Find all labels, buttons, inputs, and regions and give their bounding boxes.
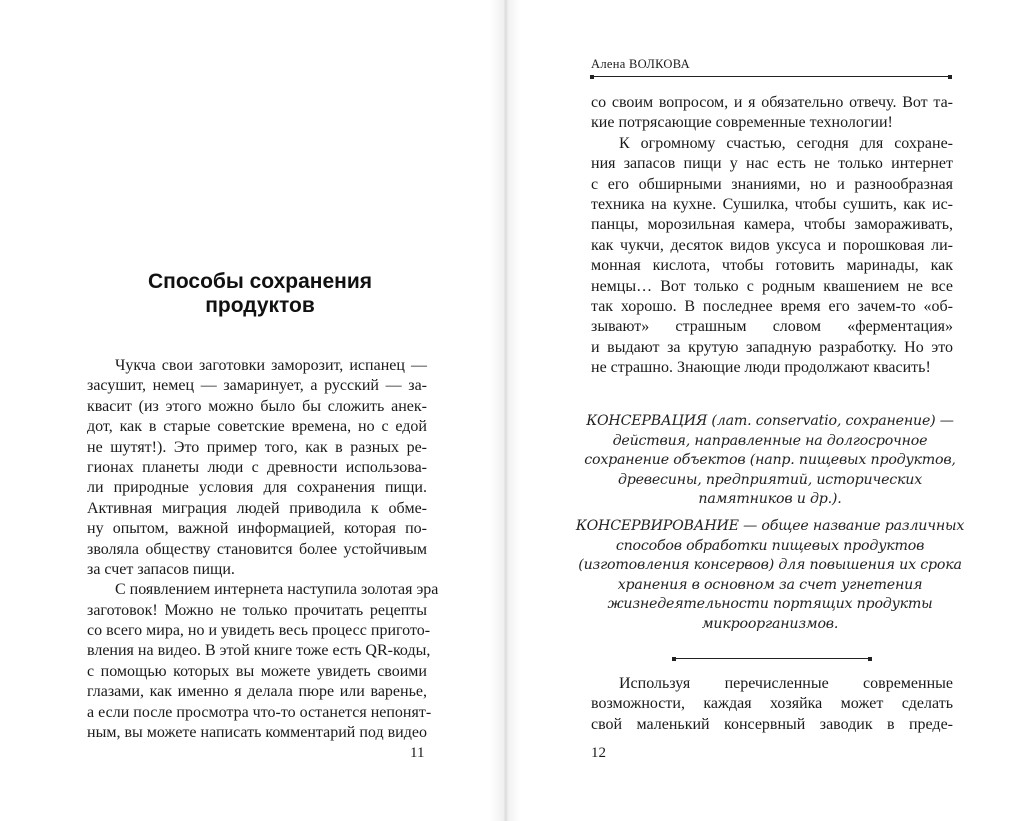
text-line: так хорошо. В последнее время его зачем-то «об-: [591, 297, 953, 315]
text-line: засушит, немец — замаринует, а русский — за-: [87, 377, 427, 395]
text-line: свой маленький консервный заводик в преде-: [591, 715, 953, 733]
page-number-right: 12: [591, 745, 606, 761]
text-line: С появлением интернета наступила золотая эра: [115, 581, 439, 599]
text-line: заготовок! Можно не только прочитать рецепты: [87, 601, 427, 619]
header-rule: [591, 76, 951, 77]
text-line: и выдают за крутую западную разработку. Но это: [591, 338, 953, 356]
text-line: зывают» страшным словом «ферментация»: [591, 318, 953, 336]
text-line: а если после просмотра что-то останется непонят-: [87, 703, 432, 721]
section-divider: [673, 658, 871, 659]
definition-konservatsiya: КОНСЕРВАЦИЯ (лат. conservatio, сохранение) — действия, направленные на долгосрочное сохранение объектов (напр. пищевых продуктов, древесины, предприятий, исторических памятников и др.).: [584, 413, 956, 508]
text-line: с его обширными знаниями, но и разнообразная: [591, 175, 953, 193]
text-line: гионах планеты люди с древности использова-: [87, 458, 427, 476]
text-line: Активная миграция людей приводила к обме-: [87, 499, 427, 517]
text-line: глазами, как именно я делала пюре или варенье,: [87, 683, 427, 701]
right-body-text: [591, 93, 953, 378]
text-line: как чукчи, десяток видов уксуса и порошковая ли-: [591, 236, 953, 254]
text-line: не страшно. Знающие люди продолжают квасить!: [591, 359, 931, 377]
definitions-box: [575, 412, 965, 642]
text-line: со всего мира, но и увидеть весь процесс пригото-: [87, 622, 431, 640]
text-line: ли природные условия для сохранения пищи.: [87, 479, 427, 497]
left-page: [0, 0, 506, 821]
text-line: К огромному счастью, сегодня для сохране-: [619, 134, 953, 152]
running-header: Алена ВОЛКОВА: [591, 57, 690, 71]
text-line: техника на кухне. Сушилка, чтобы сушить, как ис-: [591, 195, 953, 213]
closing-text: [591, 674, 953, 735]
text-line: дот, как в старые советские времена, но с едой: [87, 418, 427, 436]
left-body-text: [87, 356, 439, 743]
text-line: за счет запасов пищи.: [87, 560, 235, 578]
text-line: кие потрясающие современные технологии!: [591, 114, 893, 132]
text-line: с помощью которых вы можете увидеть своими: [87, 662, 427, 680]
text-line: ным, вы можете написать комментарий под видео: [87, 724, 427, 742]
text-line: квасит (из этого можно было бы сложить анек-: [87, 397, 427, 415]
text-line: ну опытом, важной информацией, которая по-: [87, 520, 427, 538]
text-line: панцы, морозильная камера, чтобы замораживать,: [591, 216, 953, 234]
text-line: немцы… Вот только с родным квашением не все: [591, 277, 953, 295]
text-line: зволяла обществу становится более устойчивым: [87, 540, 427, 558]
definition-konservirovanie: КОНСЕРВИРОВАНИЕ — общее название различных способов обработки пищевых продуктов (изготовления консервов) для повышения их срока хранения в основном за счет угнетения жизнедеятельности портящих продукты микроорганизмов.: [575, 517, 965, 632]
chapter-title: [80, 270, 440, 318]
text-line: со своим вопросом, и я обязательно отвечу. Вот та-: [591, 94, 953, 111]
text-line: монная кислота, чтобы готовить маринады, как: [591, 257, 953, 275]
text-line: не шутят!). Это пример того, как в разных ре-: [87, 438, 427, 456]
title-line: продуктов: [205, 294, 315, 317]
text-line: возможности, каждая хозяйка может сделать: [591, 695, 953, 713]
text-line: ния запасов пищи у нас есть не только интернет: [591, 155, 953, 173]
page-number-left: 11: [410, 745, 425, 761]
text-line: Используя перечисленные современные: [619, 675, 953, 692]
title-line: Способы сохранения: [147, 270, 373, 293]
text-line: вления на видео. В этой книге тоже есть QR-коды,: [87, 642, 431, 660]
text-line: Чукча свои заготовки заморозит, испанец —: [115, 357, 427, 374]
